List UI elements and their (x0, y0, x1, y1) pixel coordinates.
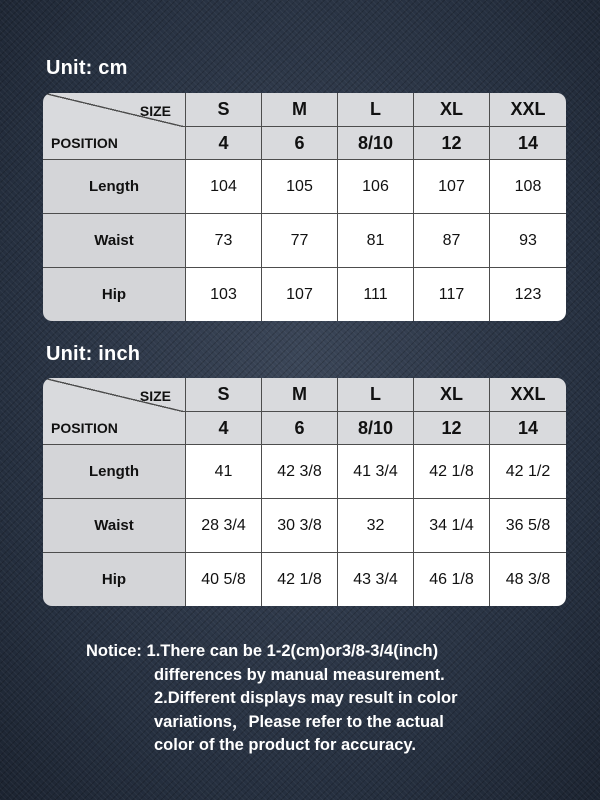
position-label: POSITION (51, 420, 118, 436)
table-cell: 105 (262, 160, 338, 214)
table-cell: 41 (186, 445, 262, 499)
size-header: S (186, 93, 262, 127)
position-header: 12 (414, 127, 490, 160)
table-cell: 107 (414, 160, 490, 214)
row-label: Hip (43, 553, 186, 606)
table-cell: 117 (414, 268, 490, 321)
table-cell: 123 (490, 268, 566, 321)
table-cell: 42 1/2 (490, 445, 566, 499)
table-cell: 40 5/8 (186, 553, 262, 606)
table-cell: 111 (338, 268, 414, 321)
size-header: M (262, 378, 338, 412)
position-header: 14 (490, 127, 566, 160)
notice-prefix: Notice: (86, 642, 147, 660)
row-label: Length (43, 445, 186, 499)
size-chart-inch (43, 378, 566, 606)
table-cell: 42 1/8 (414, 445, 490, 499)
position-header: 8/10 (338, 127, 414, 160)
size-label: SIZE (139, 102, 171, 119)
table-cell: 104 (186, 160, 262, 214)
size-header: XL (414, 93, 490, 127)
position-label: POSITION (51, 135, 118, 151)
table-cell: 48 3/8 (490, 553, 566, 606)
position-header: 6 (262, 412, 338, 445)
size-header: L (338, 378, 414, 412)
table-cell: 41 3/4 (338, 445, 414, 499)
position-header: 4 (186, 412, 262, 445)
table-cell: 77 (262, 214, 338, 268)
position-header: 6 (262, 127, 338, 160)
table-cell: 87 (414, 214, 490, 268)
table-row (43, 553, 566, 606)
table-cell: 30 3/8 (262, 499, 338, 553)
table-cell: 81 (338, 214, 414, 268)
corner-cell (43, 378, 186, 412)
notice-line: differences by manual measurement. (154, 665, 445, 684)
table-cell: 73 (186, 214, 262, 268)
row-label: Hip (43, 268, 186, 321)
position-header: 8/10 (338, 412, 414, 445)
table-row (43, 445, 566, 499)
table-row (43, 268, 566, 321)
row-label: Waist (43, 499, 186, 553)
table-cell: 36 5/8 (490, 499, 566, 553)
notice-line: color of the product for accuracy. (154, 736, 416, 754)
table-cell: 28 3/4 (186, 499, 262, 553)
notice-line: 2.Different displays may result in color (154, 689, 458, 707)
table-cell: 107 (262, 268, 338, 321)
corner-cell (43, 412, 186, 445)
size-label: SIZE (139, 387, 171, 404)
corner-cell (43, 93, 186, 127)
size-header: XL (414, 378, 490, 412)
position-header: 4 (186, 127, 262, 160)
notice-line: variations，Please refer to the actual (154, 712, 444, 731)
table-cell: 103 (186, 268, 262, 321)
table-row (43, 160, 566, 214)
unit-inch-title: Unit: inch (46, 343, 141, 365)
size-chart-cm (43, 93, 566, 321)
size-header: XXL (490, 378, 566, 412)
row-label: Length (43, 160, 186, 214)
table-cell: 93 (490, 214, 566, 268)
position-header: 12 (414, 412, 490, 445)
table-cell: 106 (338, 160, 414, 214)
table-cell: 32 (338, 499, 414, 553)
notice (86, 640, 546, 758)
notice-line: 1.There can be 1-2(cm)or3/8-3/4(inch) (146, 642, 439, 660)
table-cell: 34 1/4 (414, 499, 490, 553)
unit-cm-title: Unit: cm (46, 57, 128, 79)
table-cell: 42 3/8 (262, 445, 338, 499)
table-cell: 46 1/8 (414, 553, 490, 606)
table-row (43, 214, 566, 268)
size-header: M (262, 93, 338, 127)
table-cell: 42 1/8 (262, 553, 338, 606)
position-header: 14 (490, 412, 566, 445)
size-header: S (186, 378, 262, 412)
table-cell: 43 3/4 (338, 553, 414, 606)
table-row (43, 499, 566, 553)
corner-cell (43, 127, 186, 160)
size-header: XXL (490, 93, 566, 127)
size-header: L (338, 93, 414, 127)
table-cell: 108 (490, 160, 566, 214)
row-label: Waist (43, 214, 186, 268)
